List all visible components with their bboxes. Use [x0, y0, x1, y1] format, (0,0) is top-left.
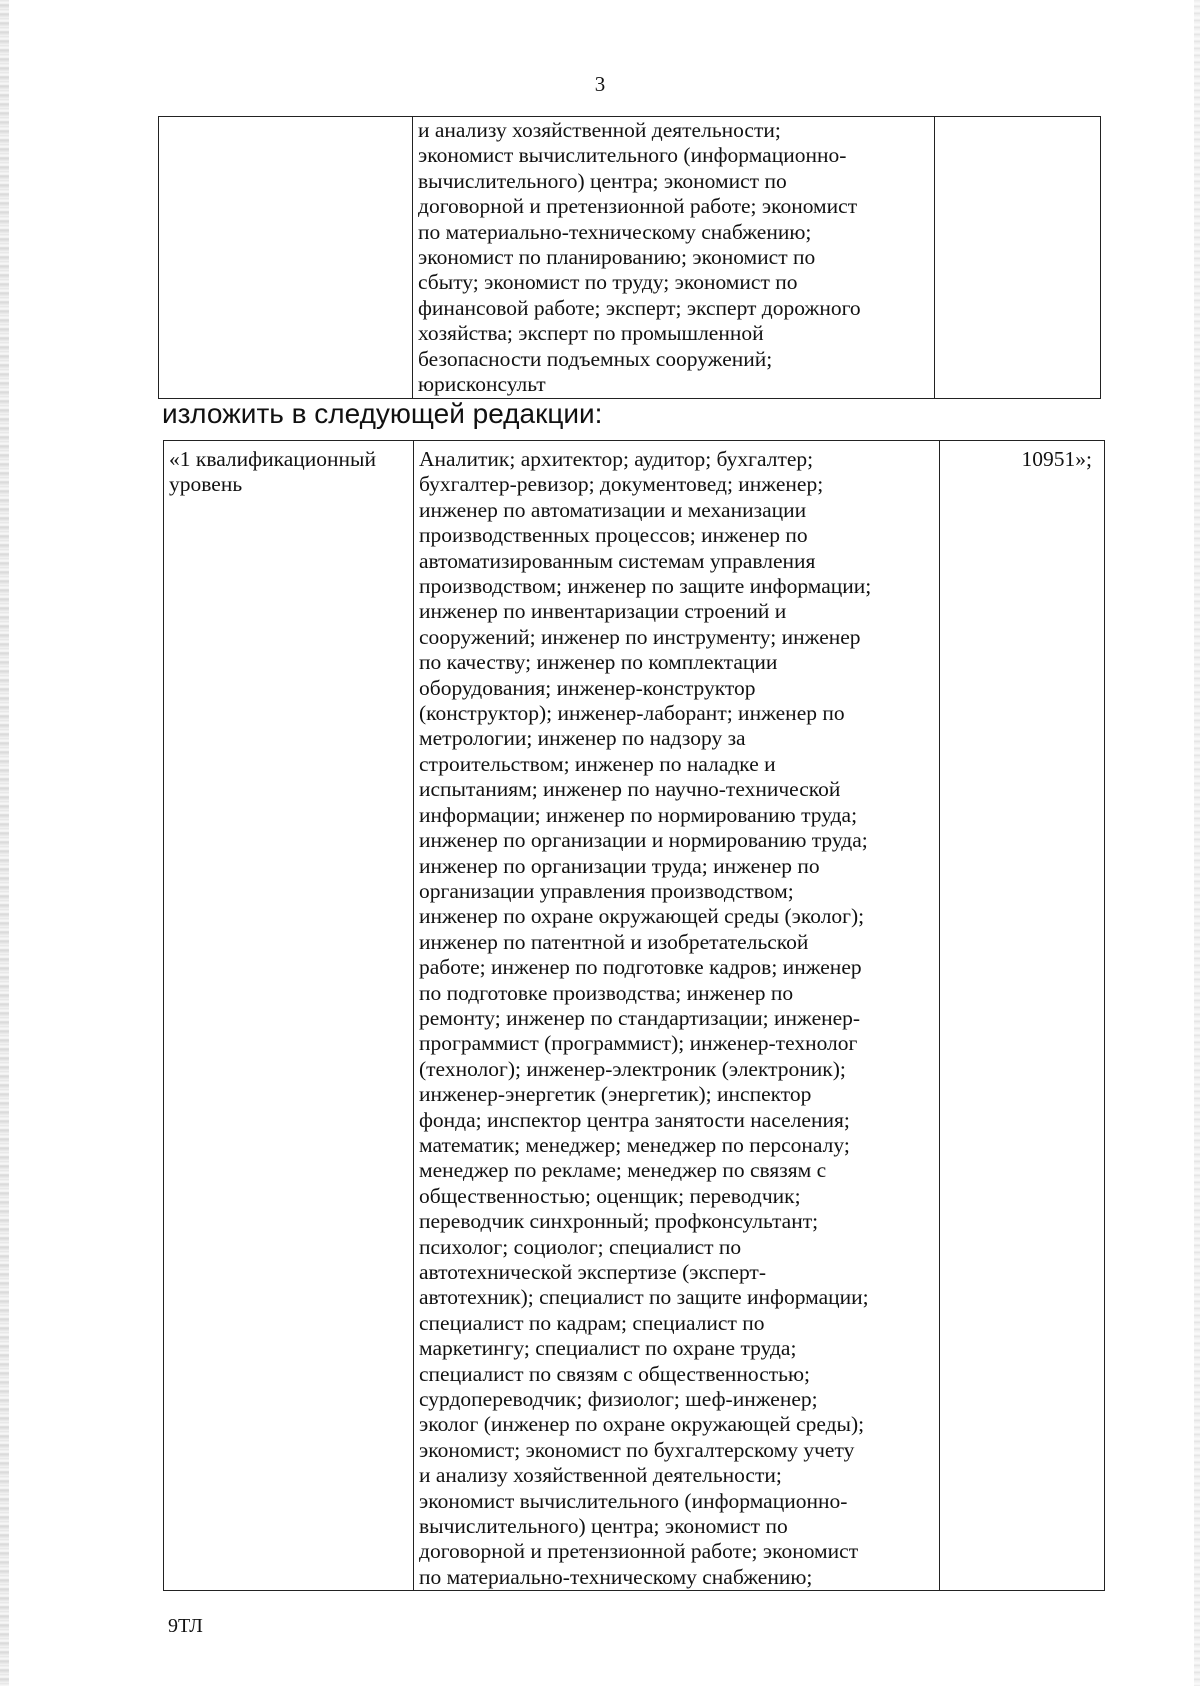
- table-row: [159, 117, 1101, 399]
- table-previous-edition: [158, 116, 1101, 399]
- table-new-edition: [163, 440, 1105, 1591]
- scan-edge-left: [0, 0, 9, 1686]
- page-number: 3: [594, 72, 606, 96]
- cell-positions: Аналитик; архитектор; аудитор; бухгалтер; бухгалтер-ревизор; документовед; инженер; инженер по автоматизации и механизации производственных процессов; инженер по автоматизированным системам управления производством; инженер по защите информации; инженер по инвентаризации строений и сооружений; инженер по инструменту; инженер по качеству; инженер по комплектации оборудования; инженер-конструктор (конструктор); инженер-лаборант; инженер по метрологии; инженер по надзору за строительством; инженер по наладке и испытаниям; инженер по научно-технической информации; инженер по нормированию труда; инженер по организации и нормированию труда; инженер по организации труда; инженер по организации управления производством; инженер по охране окружающей среды (эколог); инженер по патентной и изобретательской работе; инженер по подготовке кадров; инженер по подготовке производства; инженер по ремонту; инженер по стандартизации; инженер- программист (программист); инженер-технолог (технолог); инженер-электроник (электроник); инженер-энергетик (энергетик); инспектор фонда; инспектор центра занятости населения; математик; менеджер; менеджер по персоналу; менеджер по рекламе; менеджер по связям с общественностью; оценщик; переводчик; переводчик синхронный; профконсультант; психолог; социолог; специалист по автотехнической экспертизе (эксперт- автотехник); специалист по защите информации; специалист по кадрам; специалист по маркетингу; специалист по охране труда; специалист по связям с общественностью; сурдопереводчик; физиолог; шеф-инженер; эколог (инженер по охране окружающей среды); экономист; экономист по бухгалтерскому учету и анализу хозяйственной деятельности; экономист вычислительного (информационно- вычислительного) центра; экономист по договорной и претензионной работе; экономист по материально-техническому снабжению;: [414, 441, 940, 1591]
- scan-edge-right: [1194, 0, 1200, 1686]
- cell-qualification-level: [159, 117, 413, 399]
- instruction-text: изложить в следующей редакции:: [162, 398, 603, 429]
- cell-salary: 10951»;: [940, 441, 1105, 1591]
- table-row: [164, 441, 1105, 1591]
- cell-positions: и анализу хозяйственной деятельности; экономист вычислительного (информационно- вычислительного) центра; экономист по договорной и претензионной работе; экономист по материально-техническому снабжению; экономист по планированию; экономист по сбыту; экономист по труду; экономист по финансовой работе; эксперт; эксперт дорожного хозяйства; эксперт по промышленной безопасности подъемных сооружений; юрисконсульт: [413, 117, 935, 399]
- footer-code: 9ТЛ: [168, 1615, 203, 1637]
- cell-qualification-level: «1 квалификационный уровень: [164, 441, 414, 1591]
- cell-salary: [935, 117, 1101, 399]
